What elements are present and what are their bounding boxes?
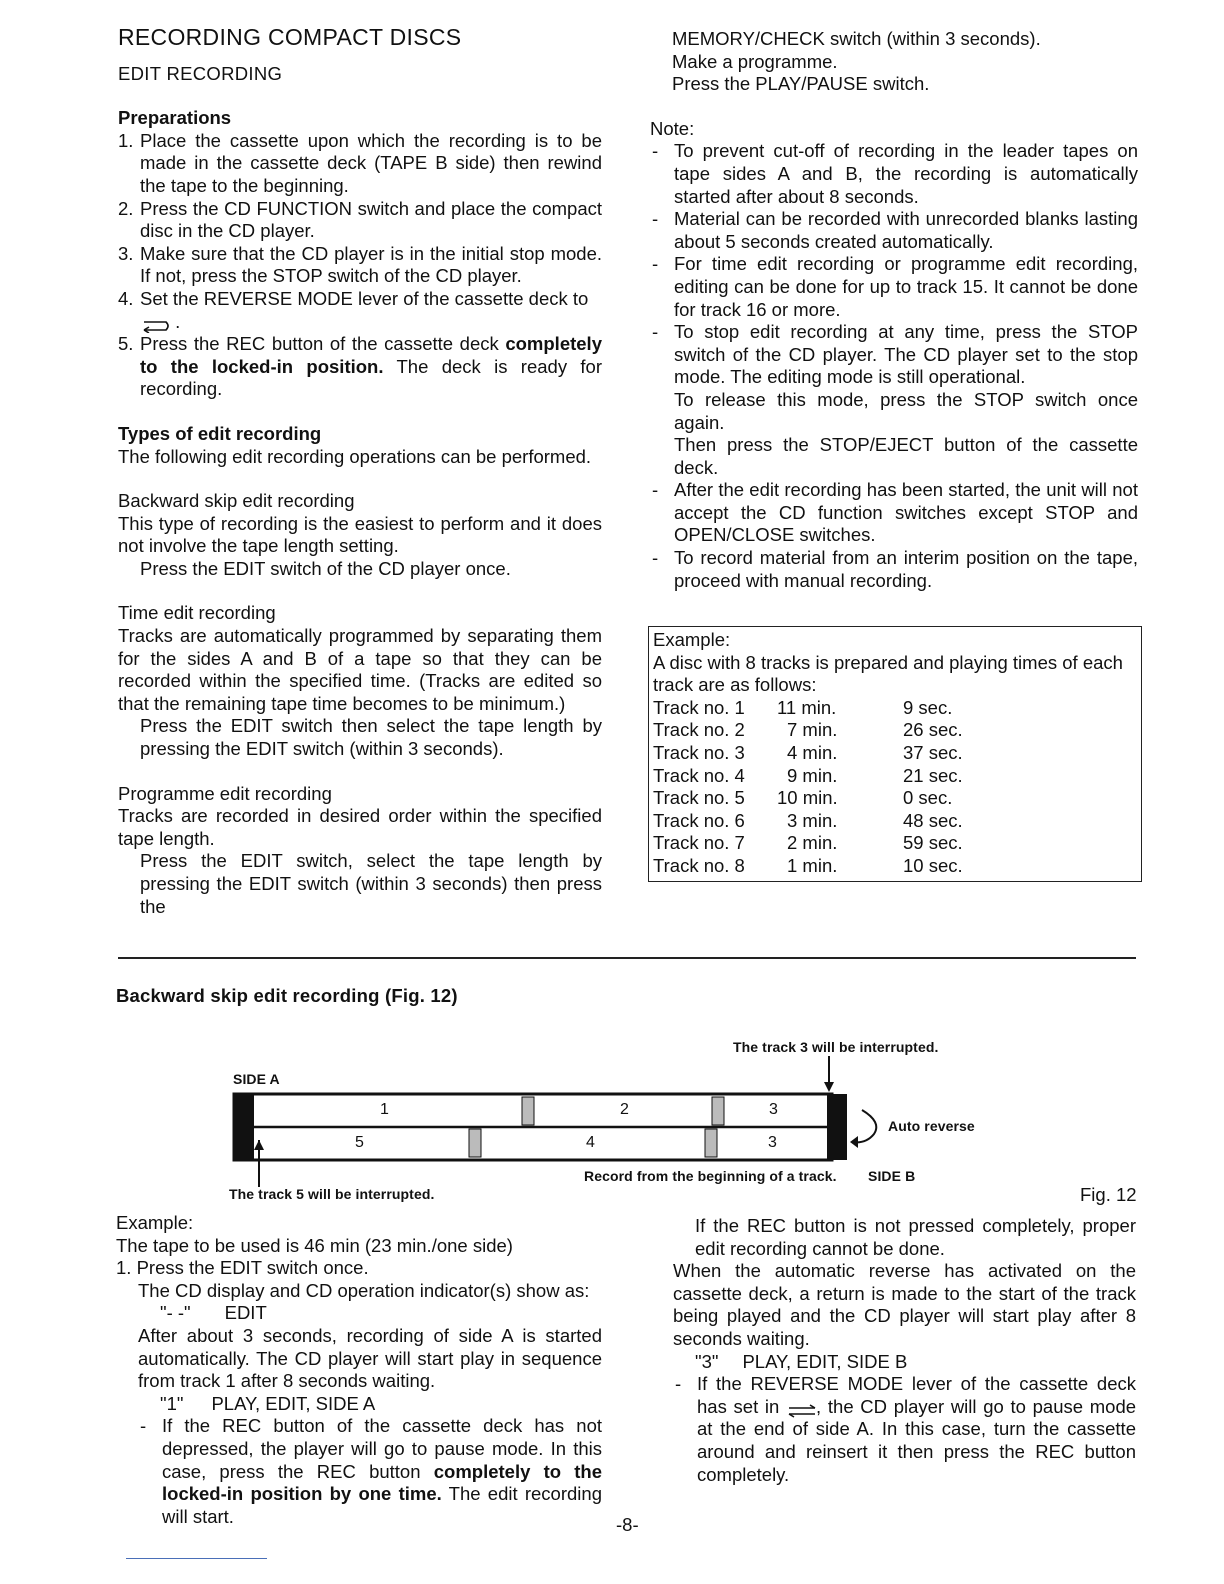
side-b-label: SIDE B: [868, 1168, 916, 1184]
track3-note: The track 3 will be interrupted.: [733, 1039, 939, 1055]
leader-block-left: [234, 1094, 254, 1160]
tape-outline: [234, 1094, 832, 1160]
example-box: [648, 626, 1142, 882]
display-intro: The CD display and CD operation indicator(s) show as:: [138, 1279, 590, 1301]
programme-heading: Programme edit recording: [118, 782, 332, 804]
section-title: EDIT RECORDING: [118, 62, 283, 84]
preparations-heading: Preparations: [118, 107, 232, 129]
rec-warning: If the REC button is not pressed completely, proper edit recording cannot be done.: [695, 1215, 1136, 1259]
example-label: Example:: [116, 1212, 194, 1233]
track-row: Track no. 5 10 min. 0 sec.: [653, 787, 953, 809]
programme-text: Tracks are recorded in desired order within the specified tape length.: [118, 805, 602, 849]
types-heading: Types of edit recording: [118, 422, 322, 444]
after-text: After about 3 seconds, recording of side A is started automatically. The CD player will start play in sequence from track 1 after 8 seconds waiting.: [138, 1324, 602, 1392]
page-title: RECORDING COMPACT DISCS: [118, 24, 462, 50]
display-indicator: "3" PLAY, EDIT, SIDE B: [695, 1350, 908, 1372]
track-label: 2: [620, 1101, 629, 1118]
track5-note: The track 5 will be interrupted.: [229, 1186, 435, 1202]
continued-line: Press the PLAY/PAUSE switch.: [672, 73, 930, 95]
display-indicator: "1" PLAY, EDIT, SIDE A: [160, 1392, 376, 1414]
time-instruction: Press the EDIT switch then select the tape length by pressing the EDIT switch (within 3 seconds).: [140, 715, 602, 760]
right-column: [650, 28, 1138, 592]
backward-instruction: Press the EDIT switch of the CD player once.: [140, 557, 511, 579]
time-text: Tracks are automatically programmed by separating them for the sides A and B of a tape so that they can be recorded within the specified time. (Tracks are edited so that the remaining tape time becomes to be minimum.): [118, 625, 602, 714]
track-row: Track no. 8 1 min. 10 sec.: [653, 854, 963, 876]
note-item-extra: Then press the STOP/EJECT button of the cassette deck.: [674, 434, 1138, 478]
list-item: 5. Press the REC button of the cassette deck completely to the locked-in position. The deck is ready for recording.: [118, 333, 602, 400]
track-row: Track no. 3 4 min. 37 sec.: [653, 741, 963, 763]
continued-line: Make a programme.: [672, 50, 838, 72]
time-heading: Time edit recording: [118, 602, 276, 624]
section-divider: [118, 957, 1136, 959]
blank-gap: [469, 1129, 481, 1157]
footer-line: [126, 1558, 267, 1559]
page-number: -8-: [616, 1514, 639, 1535]
bottom-right-column: [673, 1215, 1136, 1486]
preparations-list: [118, 130, 602, 401]
backward-text: This type of recording is the easiest to perform and it does not involve the tape length setting.: [118, 512, 602, 557]
left-column: [118, 26, 602, 918]
track-row: Track no. 4 9 min. 21 sec.: [653, 764, 963, 786]
reverse-mode-both-icon: [786, 1401, 816, 1415]
auto-reverse-arrow: [852, 1110, 876, 1142]
note-item: - To prevent cut-off of recording in the leader tapes on tape sides A and B, the recording is automatically started after about 8 seconds.: [650, 140, 1138, 208]
track-row: Track no. 1 11 min. 9 sec.: [653, 696, 953, 718]
tape-info: The tape to be used is 46 min (23 min./one side): [116, 1234, 513, 1256]
note-item: - To stop edit recording at any time, press the STOP switch of the CD player. The CD player set to the stop mode. The editing mode is still operational.: [650, 321, 1138, 389]
reverse-mode-note: - If the REVERSE MODE lever of the cassette deck has set in , the CD player will go to pause mode at the end of side A. In this case, turn the cassette around and reinsert it then press the REC button completely.: [673, 1373, 1136, 1486]
continued-line: MEMORY/CHECK switch (within 3 seconds).: [672, 28, 1041, 49]
note-item: - To record material from an interim position on the tape, proceed with manual recording.: [650, 547, 1138, 592]
track-label: 5: [355, 1134, 364, 1151]
side-a-label: SIDE A: [233, 1071, 280, 1087]
list-item: 1. Place the cassette upon which the recording is to be made in the cassette deck (TAPE B side) then rewind the tape to the beginning.: [118, 129, 602, 196]
list-item: 2. Press the CD FUNCTION switch and place the compact disc in the CD player.: [118, 197, 602, 242]
note-item: - Material can be recorded with unrecorded blanks lasting about 5 seconds created automatically.: [650, 208, 1138, 253]
display-indicator: "- -" EDIT: [160, 1302, 267, 1324]
list-item: 3. Make sure that the CD player is in the initial stop mode. If not, press the STOP switch of the CD player.: [118, 242, 602, 287]
leader-block-right: [827, 1094, 847, 1160]
programme-instruction: Press the EDIT switch, select the tape length by pressing the EDIT switch (within 3 seconds) then press the: [140, 850, 602, 917]
track-row: Track no. 6 3 min. 48 sec.: [653, 809, 963, 831]
reverse-mode-one-way-icon: [140, 316, 170, 330]
track-label: 3: [768, 1134, 777, 1151]
list-item: 4. Set the REVERSE MODE lever of the cassette deck to .: [118, 287, 589, 332]
example-intro: A disc with 8 tracks is prepared and playing times of each track are as follows:: [653, 651, 1123, 696]
track-label: 3: [769, 1101, 778, 1118]
blank-gap: [522, 1097, 534, 1125]
bottom-left-column: [116, 1212, 602, 1528]
track-row: Track no. 2 7 min. 26 sec.: [653, 719, 963, 741]
note-item: - After the edit recording has been started, the unit will not accept the CD function switches except STOP and OPEN/CLOSE switches.: [650, 479, 1138, 547]
figure-number: Fig. 12: [1080, 1184, 1137, 1205]
track-label: 1: [380, 1101, 389, 1118]
rec-note: - If the REC button of the cassette deck has not depressed, the player will go to pause mode. In this case, press the REC button completely to the locked-in position by one time. The edit recording will start.: [138, 1415, 602, 1528]
note-item-extra: To release this mode, press the STOP switch once again.: [674, 388, 1138, 433]
record-from-note: Record from the beginning of a track.: [584, 1168, 837, 1184]
track-row: Track no. 7 2 min. 59 sec.: [653, 832, 963, 854]
backward-heading: Backward skip edit recording: [118, 490, 355, 512]
auto-reverse-label: Auto reverse: [888, 1118, 975, 1134]
track-label: 4: [586, 1134, 595, 1151]
step-1: 1. Press the EDIT switch once.: [116, 1257, 369, 1279]
figure-title: Backward skip edit recording (Fig. 12): [116, 985, 458, 1006]
note-item: - For time edit recording or programme edit recording, editing can be done for up to track 15. It cannot be done for track 16 or more.: [650, 253, 1138, 321]
example-heading: Example:: [653, 629, 731, 650]
note-heading: Note:: [650, 117, 695, 139]
types-intro: The following edit recording operations can be performed.: [118, 445, 592, 467]
blank-gap: [712, 1097, 724, 1125]
auto-reverse-text: When the automatic reverse has activated on the cassette deck, a return is made to the start of the track being played and the CD player will start play after 8 seconds waiting.: [673, 1260, 1136, 1349]
blank-gap: [705, 1129, 717, 1157]
